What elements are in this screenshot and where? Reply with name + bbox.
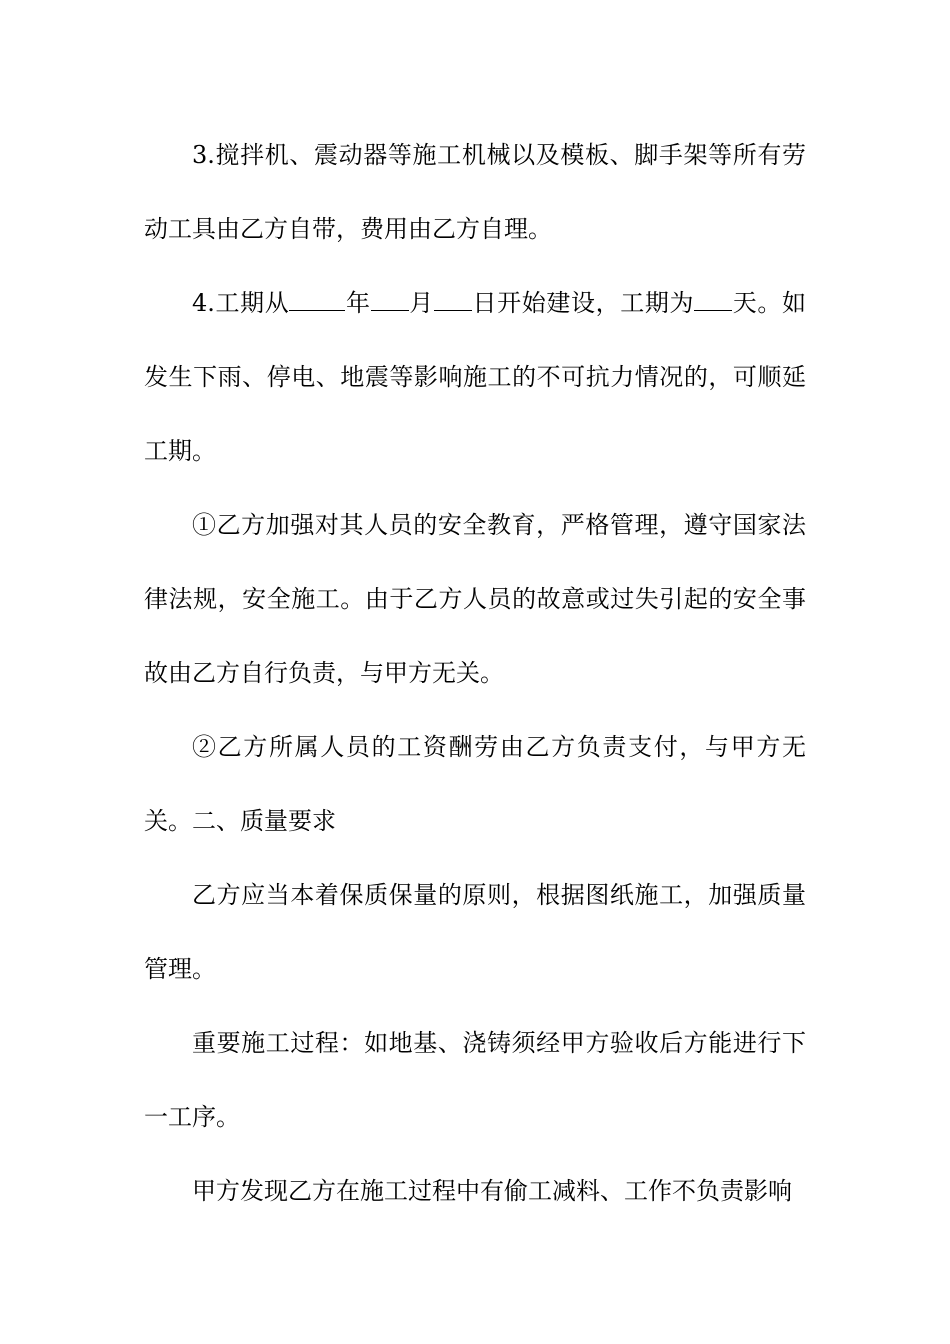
paragraph-schedule <box>144 266 806 488</box>
paragraph-safety: ①乙方加强对其人员的安全教育，严格管理，遵守国家法律法规，安全施工。由于乙方人员的故意或过失引起的安全事故由乙方自行负责，与甲方无关。 <box>144 511 806 687</box>
schedule-text-year: 年 <box>345 289 371 317</box>
paragraph-wages: ②乙方所属人员的工资酬劳由乙方负责支付，与甲方无关。 <box>144 733 806 835</box>
year-blank <box>289 309 345 311</box>
schedule-text-start: 4.工期从 <box>192 289 290 317</box>
section-heading-quality: 二、质量要求 <box>192 807 336 835</box>
schedule-text-end: 天。如发生下雨、停电、地震等影响施工的不可抗力情况的，可顺延工期。 <box>144 289 807 465</box>
schedule-text-day: 日开始建设，工期为 <box>471 289 695 317</box>
day-blank <box>434 309 472 311</box>
paragraph-violations: 甲方发现乙方在施工过程中有偷工减料、工作不负责影响 <box>192 1177 792 1205</box>
duration-blank <box>694 309 732 311</box>
schedule-text-month: 月 <box>408 289 434 317</box>
paragraph-inspection: 重要施工过程：如地基、浇铸须经甲方验收后方能进行下一工序。 <box>144 1029 806 1131</box>
paragraph-equipment: 3.搅拌机、震动器等施工机械以及模板、脚手架等所有劳动工具由乙方自带，费用由乙方自理。 <box>144 141 806 243</box>
paragraph-quality-principle: 乙方应当本着保质保量的原则，根据图纸施工，加强质量管理。 <box>144 881 806 983</box>
month-blank <box>371 309 409 311</box>
